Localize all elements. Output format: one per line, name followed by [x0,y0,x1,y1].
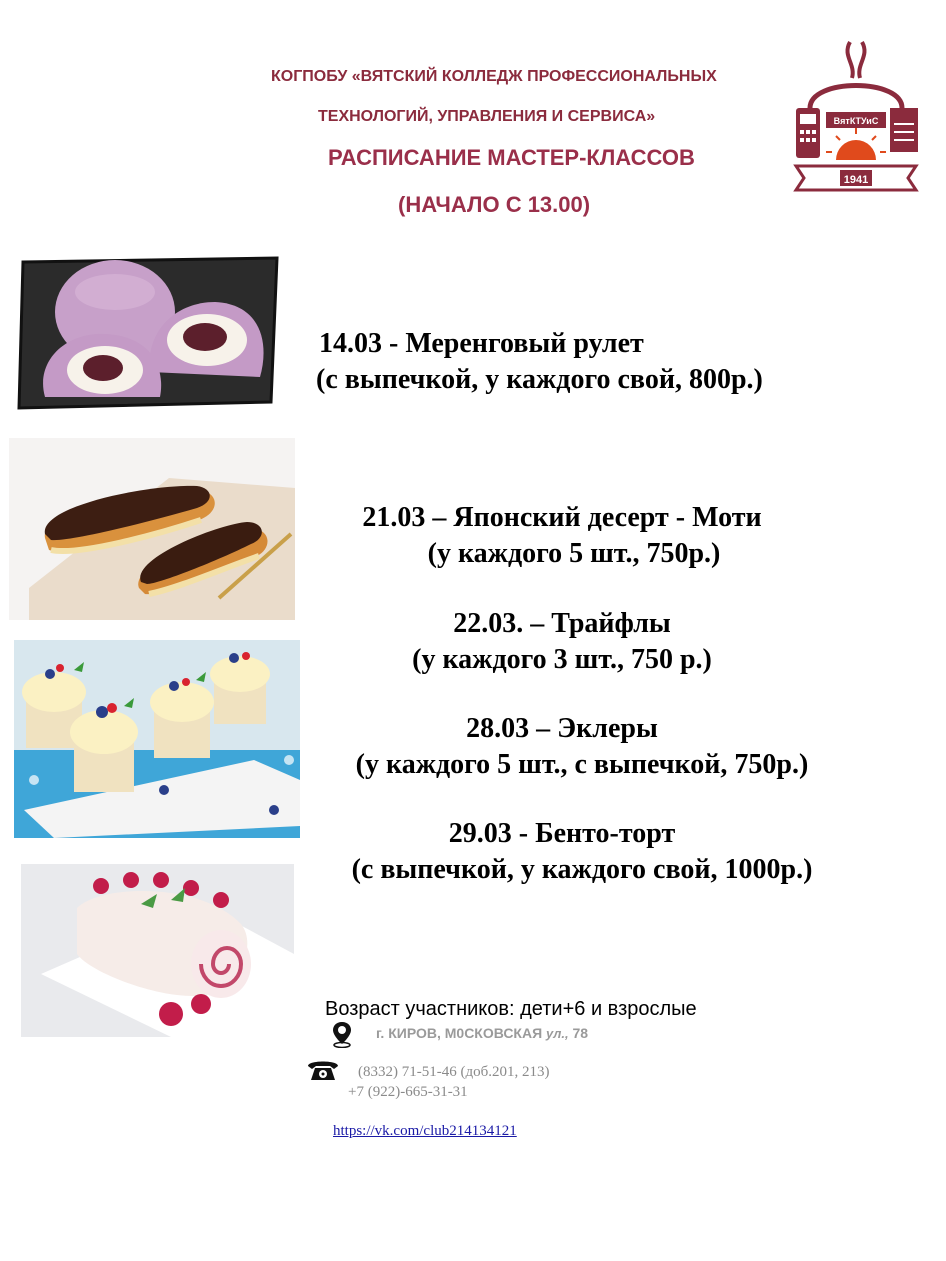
event-3 [322,606,802,678]
trifles-photo [14,640,300,838]
event-3-detail: (у каждого 3 шт., 750 р.) [412,644,712,675]
location-pin-icon [330,1020,354,1048]
address-street: М0СКОВСКАЯ [444,1025,543,1041]
page-subtitle: (НАЧАЛО С 13.00) [398,192,591,217]
college-logo [790,38,922,204]
event-4-title: 28.03 – Эклеры [466,713,658,744]
eclairs-photo [9,438,295,620]
event-2-title: 21.03 – Японский десерт - Моти [362,502,762,533]
event-1-detail: (с выпечкой, у каждого свой, 800р.) [316,364,763,395]
logo-text: ВятКТУиС [833,116,879,126]
page-title: РАСПИСАНИЕ МАСТЕР-КЛАССОВ [328,145,695,170]
vk-group-link[interactable]: https://vk.com/club214134121 [333,1123,517,1139]
event-4-detail: (у каждого 5 шт., с выпечкой, 750р.) [355,749,809,780]
event-4 [322,711,842,783]
college-name-line1: КОГПОБУ «ВЯТСКИЙ КОЛЛЕДЖ ПРОФЕССИОНАЛЬНЫХ [271,68,717,85]
event-1-title: 14.03 - Меренговый рулет [319,328,644,359]
event-5-detail: (с выпечкой, у каждого свой, 1000р.) [351,854,813,885]
age-info: Возраст участников: дети+6 и взрослые [325,998,697,1020]
address-city: г. КИРОВ, [376,1025,441,1041]
phone-1: (8332) 71-51-46 (доб.201, 213) [358,1064,550,1080]
event-3-title: 22.03. – Трайфлы [453,608,671,639]
mochi-photo [15,252,285,414]
address-street-abbr: ул., [546,1026,569,1041]
event-1 [316,326,763,398]
event-5 [322,816,842,888]
phone-2: +7 (922)-665-31-31 [348,1084,468,1100]
event-2-detail: (у каждого 5 шт., 750р.) [427,538,721,569]
college-name-line2: ТЕХНОЛОГИЙ, УПРАВЛЕНИЯ И СЕРВИСА» [318,108,656,125]
logo-year: 1941 [843,174,869,186]
address [376,1025,588,1041]
meringue-roll-photo [21,864,294,1037]
address-house: 78 [572,1025,589,1041]
event-5-title: 29.03 - Бенто-торт [448,818,676,849]
telephone-icon [306,1058,340,1082]
event-2 [322,500,802,572]
